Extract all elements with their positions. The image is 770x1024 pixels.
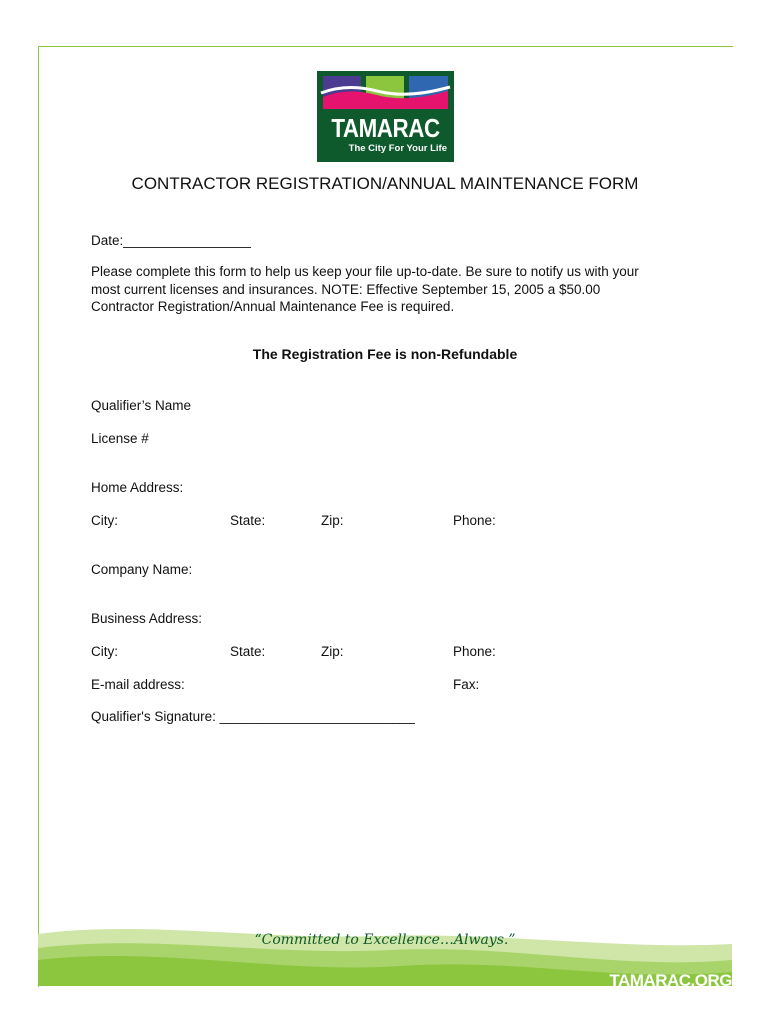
email-field[interactable]: E-mail address: xyxy=(91,677,185,692)
business-address-field[interactable]: Business Address: xyxy=(91,611,203,626)
intro-line: Contractor Registration/Annual Maintenance Fee is required. xyxy=(91,299,455,314)
intro-line: most current licenses and insurances. NOTE: Effective September 15, 2005 a $50.00 xyxy=(91,281,601,297)
home-city-field[interactable]: City: xyxy=(91,513,118,528)
fee-notice: The Registration Fee is non-Refundable xyxy=(252,346,518,362)
date-field[interactable]: Date:_________________ xyxy=(91,233,251,248)
business-zip-field[interactable]: Zip: xyxy=(321,644,344,659)
fax-field[interactable]: Fax: xyxy=(453,677,480,692)
company-name-field[interactable]: Company Name: xyxy=(91,562,193,577)
footer-website: TAMARAC.ORG xyxy=(609,971,732,990)
footer-motto: “Committed to Excellence…Always.” xyxy=(254,932,516,948)
tamarac-logo xyxy=(317,71,454,162)
qualifier-name-field[interactable]: Qualifier’s Name xyxy=(91,398,192,413)
license-field[interactable]: License # xyxy=(91,431,149,446)
logo-name: TAMARAC xyxy=(331,113,440,143)
home-zip-field[interactable]: Zip: xyxy=(321,513,344,528)
form-title: CONTRACTOR REGISTRATION/ANNUAL MAINTENANCE FORM xyxy=(131,174,639,193)
intro-paragraph xyxy=(91,263,681,316)
intro-line: Please complete this form to help us keep your file up-to-date. Be sure to notify us with your xyxy=(91,264,639,279)
home-address-field[interactable]: Home Address: xyxy=(91,480,184,495)
business-phone-field[interactable]: Phone: xyxy=(453,644,496,659)
home-state-field[interactable]: State: xyxy=(230,513,266,528)
home-phone-field[interactable]: Phone: xyxy=(453,513,496,528)
business-city-field[interactable]: City: xyxy=(91,644,118,659)
logo-tagline: The City For Your Life xyxy=(348,143,447,154)
footer-wave-icon xyxy=(0,900,770,1024)
signature-field[interactable]: Qualifier's Signature: __________________________ xyxy=(91,709,415,724)
business-state-field[interactable]: State: xyxy=(230,644,266,659)
